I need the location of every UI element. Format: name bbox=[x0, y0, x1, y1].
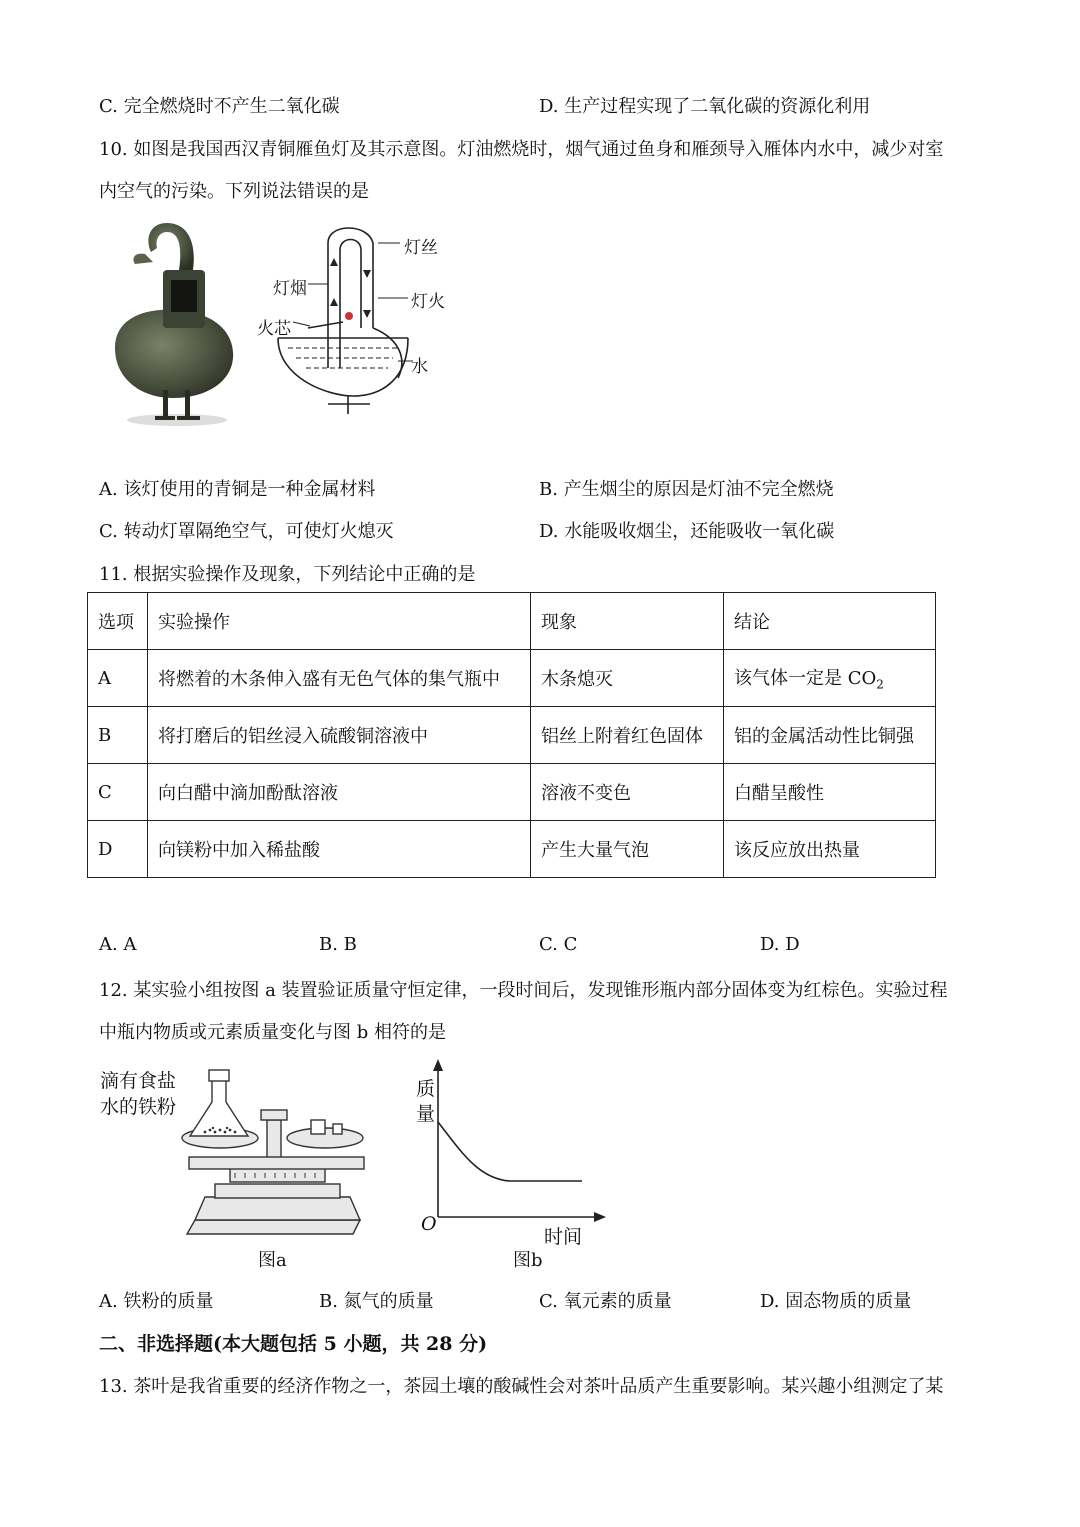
header-phenomenon: 现象 bbox=[531, 593, 724, 650]
q12-answer-c: C. 氧元素的质量 bbox=[539, 1291, 672, 1312]
header-operation: 实验操作 bbox=[148, 593, 531, 650]
q12-stem-line1: 12. 某实验小组按图 a 装置验证质量守恒定律，一段时间后，发现锥形瓶内部分固体变为红棕色。实验过程 bbox=[99, 980, 948, 1001]
q9-option-c: C. 完全燃烧时不产生二氧化碳 bbox=[99, 96, 340, 117]
header-conclusion: 结论 bbox=[724, 593, 936, 650]
fig-b-curve bbox=[438, 1122, 582, 1181]
fig-b-xlabel: 时间 bbox=[544, 1226, 583, 1248]
q13-stem-line1: 13. 茶叶是我省重要的经济作物之一，茶园土壤的酸碱性会对茶叶品质产生重要影响。某兴趣小组测定了某 bbox=[99, 1376, 944, 1397]
table-cell: 将打磨后的铝丝浸入硫酸铜溶液中 bbox=[148, 707, 531, 764]
balance-apparatus-diagram bbox=[175, 1062, 375, 1242]
header-option: 选项 bbox=[88, 593, 148, 650]
q11-answer-d: D. D bbox=[760, 934, 800, 955]
q10-stem-line1: 10. 如图是我国西汉青铜雁鱼灯及其示意图。灯油燃烧时，烟气通过鱼身和雁颈导入雁体内水中，减少对室 bbox=[99, 139, 944, 160]
fig-b-caption: 图b bbox=[513, 1250, 543, 1271]
table-cell: 将燃着的木条伸入盛有无色气体的集气瓶中 bbox=[148, 650, 531, 707]
fig-b-ylabel-1: 质 bbox=[416, 1078, 436, 1100]
bronze-lamp-photo bbox=[105, 218, 240, 433]
table-header-row bbox=[88, 593, 936, 650]
table-cell: 溶液不变色 bbox=[531, 764, 724, 821]
q12-stem-line2: 中瓶内物质或元素质量变化与图 b 相符的是 bbox=[99, 1022, 446, 1043]
fig-b-origin: O bbox=[421, 1213, 437, 1235]
q11-answer-b: B. B bbox=[319, 934, 357, 955]
table-cell: A bbox=[88, 650, 148, 707]
table-row bbox=[88, 764, 936, 821]
q11-answer-c: C. C bbox=[539, 934, 578, 955]
q11-answer-a: A. A bbox=[99, 934, 137, 955]
q12-answer-b: B. 氮气的质量 bbox=[319, 1291, 434, 1312]
q11-stem: 11. 根据实验操作及现象，下列结论中正确的是 bbox=[99, 564, 476, 585]
fig-a-caption: 图a bbox=[258, 1250, 287, 1271]
q10-stem-line2: 内空气的污染。下列说法错误的是 bbox=[99, 181, 369, 202]
x-axis-arrow-icon bbox=[594, 1212, 606, 1222]
co2-subscript: 2 bbox=[876, 677, 884, 692]
table-cell: 木条熄灭 bbox=[531, 650, 724, 707]
label-lamp-smoke: 灯烟 bbox=[273, 279, 307, 299]
table-cell: D bbox=[88, 821, 148, 878]
section-2-title: 二、非选择题(本大题包括 5 小题，共 28 分) bbox=[99, 1333, 488, 1355]
q12-answer-a: A. 铁粉的质量 bbox=[99, 1291, 214, 1312]
table-cell: B bbox=[88, 707, 148, 764]
y-axis-arrow-icon bbox=[433, 1059, 443, 1071]
label-lamp-wick: 灯丝 bbox=[404, 238, 438, 258]
q10-option-d: D. 水能吸收烟尘，还能吸收一氧化碳 bbox=[539, 521, 835, 542]
fig-a-note-line1: 滴有食盐 bbox=[100, 1070, 177, 1092]
table-cell: 该反应放出热量 bbox=[724, 821, 936, 878]
q10-option-a: A. 该灯使用的青铜是一种金属材料 bbox=[99, 479, 376, 500]
table-cell: 铝丝上附着红色固体 bbox=[531, 707, 724, 764]
q11-experiment-table bbox=[87, 592, 936, 878]
q10-option-c: C. 转动灯罩隔绝空气，可使灯火熄灭 bbox=[99, 521, 394, 542]
label-lamp-water: 水 bbox=[411, 357, 428, 377]
fig-b-graph bbox=[410, 1055, 610, 1235]
table-row bbox=[88, 821, 936, 878]
table-cell: 产生大量气泡 bbox=[531, 821, 724, 878]
q12-answer-d: D. 固态物质的质量 bbox=[760, 1291, 912, 1312]
conclusion-text: 该气体一定是 CO bbox=[734, 668, 877, 690]
q10-option-b: B. 产生烟尘的原因是灯油不完全燃烧 bbox=[539, 479, 834, 500]
label-lamp-core: 火芯 bbox=[257, 319, 291, 339]
fig-a-note-line2: 水的铁粉 bbox=[100, 1096, 177, 1118]
label-lamp-fire: 灯火 bbox=[411, 292, 445, 312]
table-row bbox=[88, 707, 936, 764]
table-cell: 向白醋中滴加酚酞溶液 bbox=[148, 764, 531, 821]
table-cell bbox=[724, 650, 936, 707]
table-cell: 铝的金属活动性比铜强 bbox=[724, 707, 936, 764]
table-cell: 白醋呈酸性 bbox=[724, 764, 936, 821]
q9-option-d: D. 生产过程实现了二氧化碳的资源化利用 bbox=[539, 96, 871, 117]
table-row bbox=[88, 650, 936, 707]
table-cell: 向镁粉中加入稀盐酸 bbox=[148, 821, 531, 878]
fig-b-ylabel-2: 量 bbox=[416, 1103, 436, 1125]
table-cell: C bbox=[88, 764, 148, 821]
